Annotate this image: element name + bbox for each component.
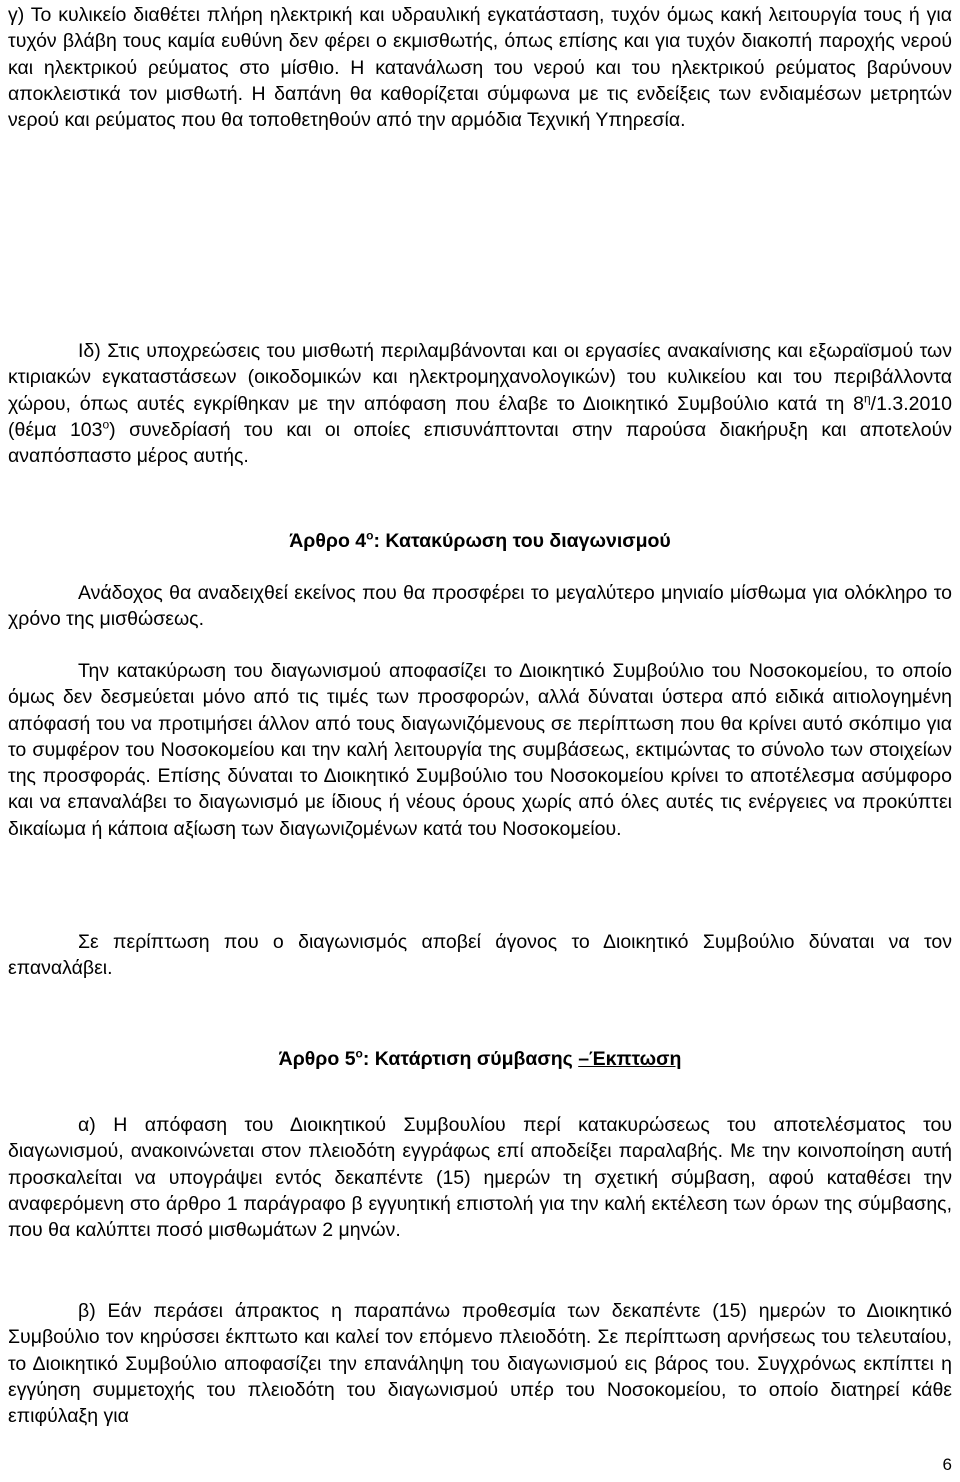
paragraph-id-text-a: Ιδ) Στις υποχρεώσεις του μισθωτή περιλαμβάνονται και οι εργασίες ανακαίνισης και εξωραϊσμού των κτιριακών εγκαταστάσεων (οικοδομικών και ηλεκτρομηχανολογικών) του κυλικείου και του περιβάλλοντα χώρου, όπως αυτές εγκρίθηκαν με την απόφαση που έλαβε το Διοικητικό Συμβούλιο κατά τη 8 xyxy=(8,340,952,415)
superscript-omicron: ο xyxy=(102,417,110,432)
article-4-superscript: ο xyxy=(366,528,374,543)
paragraph-beta-deadline-lapsed: β) Εάν περάσει άπρακτος η παραπάνω προθεσμία των δεκαπέντε (15) ημερών το Διοικητικό Συμβούλιο τον κηρύσσει έκπτωτο και καλεί τον επόμενο πλειοδότη. Σε περίπτωση αρνήσεως του τελευταίου, το Διοικητικό Συμβούλιο αποφασίζει την επανάληψη του διαγωνισμού εις βάρος του. Συγχρόνως εκπίπτει η εγγύηση συμμετοχής του πλειοδότη του διαγωνισμού υπέρ του Νοσοκομείου, το οποίο διατηρεί κάθε επιφύλαξη για xyxy=(8,1300,952,1428)
article-5-title-underlined: –Έκπτωση xyxy=(578,1048,682,1070)
paragraph-gamma-electrical-installation: γ) Το κυλικείο διαθέτει πλήρη ηλεκτρική και υδραυλική εγκατάσταση, τυχόν όμως κακή λειτουργία τους ή για τυχόν βλάβη τους καμία ευθύνη δεν φέρει ο εκμισθωτής, όπως επίσης και για τυχόν διακοπή παροχής νερού και ηλεκτρικού ρεύματος στο μίσθιο. Η κατανάλωση του νερού και του ηλεκτρικού ρεύματος βαρύνουν αποκλειστικά τον μισθωτή. Η δαπάνη θα καθορίζεται σύμφωνα με τις ενδείξεις των ενδιαμέσων μετρητών νερού και ρεύματος που θα τοποθετηθούν από την αρμόδια Τεχνική Υπηρεσία. xyxy=(8,4,952,132)
paragraph-id-tenant-obligations xyxy=(8,338,952,469)
article-5-heading xyxy=(8,1045,952,1073)
article-5-superscript: ο xyxy=(355,1046,363,1061)
article-5-title: : Κατάρτιση σύμβασης xyxy=(362,1048,579,1070)
article-4-prefix: Άρθρο 4 xyxy=(289,530,367,552)
article-5-prefix: Άρθρο 5 xyxy=(278,1048,356,1070)
article-4-title: : Κατακύρωση του διαγωνισμού xyxy=(373,530,671,552)
superscript-eta: η xyxy=(863,391,871,406)
paragraph-id-text-b: /1.3.2010 (θέμα 103 xyxy=(8,392,952,441)
page-number: 6 xyxy=(942,1455,952,1474)
paragraph-unsuccessful-tender: Σε περίπτωση που ο διαγωνισμός αποβεί άγονος το Διοικητικό Συμβούλιο δύναται να τον επαναλάβει. xyxy=(8,931,952,980)
article-4-heading xyxy=(8,527,952,555)
paragraph-winning-bidder: Ανάδοχος θα αναδειχθεί εκείνος που θα προσφέρει το μεγαλύτερο μηνιαίο μίσθωμα για ολόκληρο το χρόνο της μισθώσεως. xyxy=(8,582,952,631)
paragraph-alpha-award-notification: α) Η απόφαση του Διοικητικού Συμβουλίου περί κατακυρώσεως του αποτελέσματος του διαγωνισμού, ανακοινώνεται στον πλειοδότη εγγράφως επί αποδείξει παραλαβής. Με την κοινοποίηση αυτή προσκαλείται να υπογράψει εντός δεκαπέντε (15) ημερών τη σχετική σύμβαση, αφού καταθέσει την αναφερόμενη στο άρθρο 1 παράγραφο β εγγυητική επιστολή για την καλή εκτέλεση των όρων της σύμβασης, που θα καλύπτει ποσό μισθωμάτων 2 μηνών. xyxy=(8,1114,952,1242)
paragraph-id-text-c: ) συνεδρίασή του και οι οποίες επισυνάπτονται στην παρούσα διακήρυξη και αποτελούν αναπόσπαστο μέρος αυτής. xyxy=(8,418,952,468)
paragraph-award-decision: Την κατακύρωση του διαγωνισμού αποφασίζει το Διοικητικό Συμβούλιο του Νοσοκομείου, το οποίο όμως δεν δεσμεύεται μόνο από τις τιμές των προσφορών, αλλά δύναται ύστερα από ειδικά αιτιολογημένη απόφασή του να προτιμήσει άλλον από τους διαγωνιζόμενους σε περίπτωση που θα κρίνει αυτό σκόπιμο για το συμφέρον του Νοσοκομείου και την καλή λειτουργία της συμβάσεως, εκτιμώντας το σύνολο των στοιχείων της προσφοράς. Επίσης δύναται το Διοικητικό Συμβούλιο του Νοσοκομείου κρίνει το αποτέλεσμα ασύμφορο και να επαναλάβει το διαγωνισμό με ίδιους ή νέους όρους χωρίς από όλες αυτές τις ενέργειες να προκύπτει δικαίωμα ή κάποια αξίωση των διαγωνιζομένων κατά του Νοσοκομείου. xyxy=(8,660,952,840)
